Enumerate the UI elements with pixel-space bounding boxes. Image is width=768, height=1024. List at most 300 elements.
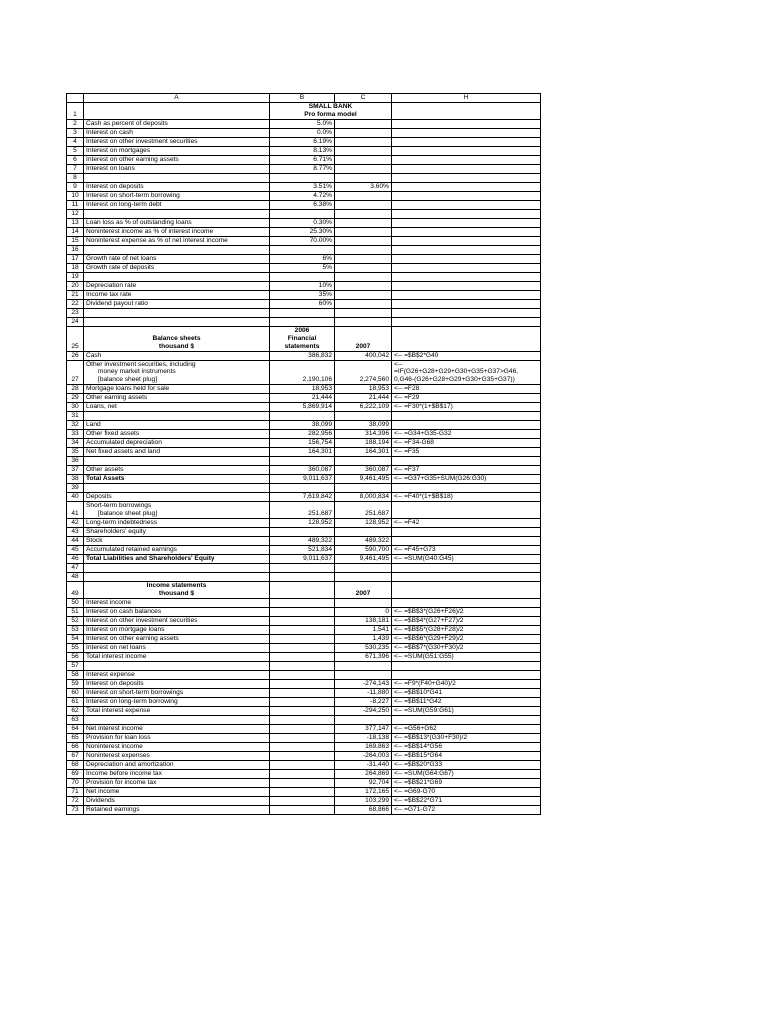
cell-label[interactable]: Mortgage loans held for sale — [84, 385, 270, 394]
cell-formula[interactable]: <-- =G69-G70 — [392, 787, 541, 796]
cell-formula[interactable]: <-- =F30*(1+$B$17) — [392, 403, 541, 412]
cell-label[interactable]: Interest on loans — [84, 164, 270, 173]
cell-2007-value[interactable]: -294,250 — [335, 706, 392, 715]
row-number[interactable]: 70 — [67, 778, 84, 787]
cell-2006-value[interactable]: 25.30% — [270, 227, 335, 236]
cell-2006-value[interactable] — [270, 778, 335, 787]
cell-2006-value[interactable]: 5% — [270, 263, 335, 272]
cell-2006-value[interactable]: 2,190,106 — [270, 360, 335, 385]
cell-formula[interactable] — [392, 182, 541, 191]
row-number[interactable]: 54 — [67, 634, 84, 643]
cell-2007-value[interactable]: 671,396 — [335, 652, 392, 661]
cell-label[interactable]: Total Assets — [84, 475, 270, 484]
cell-2007-value[interactable]: 2,274,560 — [335, 360, 392, 385]
column-header-b[interactable]: B — [270, 94, 335, 103]
cell-2007-value[interactable]: 103,299 — [335, 796, 392, 805]
cell-formula[interactable] — [392, 173, 541, 182]
cell-2006-value[interactable] — [270, 625, 335, 634]
cell-label[interactable]: Noninterest income as % of interest income — [84, 227, 270, 236]
cell-formula[interactable]: <-- =F45+G73 — [392, 546, 541, 555]
cell-formula[interactable]: <-- =G37+G35+SUM(G26:G30) — [392, 475, 541, 484]
cell-2007-value[interactable]: 169,863 — [335, 742, 392, 751]
cell-2006-value[interactable] — [270, 769, 335, 778]
cell-label[interactable]: Interest on mortgages — [84, 146, 270, 155]
cell-label[interactable]: Growth rate of net loans — [84, 254, 270, 263]
cell-formula[interactable]: <-- =F42 — [392, 519, 541, 528]
cell-label[interactable]: Total interest expense — [84, 706, 270, 715]
cell-2006-value[interactable] — [270, 733, 335, 742]
cell-2006-value[interactable]: 128,952 — [270, 519, 335, 528]
cell-formula[interactable] — [392, 245, 541, 254]
cell-2006-value[interactable] — [270, 582, 335, 599]
cell-formula[interactable]: <-- =$B$6*(G29+F29)/2 — [392, 634, 541, 643]
row-number[interactable]: 65 — [67, 733, 84, 742]
cell-2007-value[interactable] — [335, 484, 392, 493]
cell-2006-value[interactable]: 8.13% — [270, 146, 335, 155]
cell-formula[interactable] — [392, 412, 541, 421]
row-number[interactable]: 30 — [67, 403, 84, 412]
row-number[interactable]: 31 — [67, 412, 84, 421]
cell-2006-value[interactable] — [270, 652, 335, 661]
cell-2007-value[interactable] — [335, 263, 392, 272]
column-header-h[interactable]: H — [392, 94, 541, 103]
cell-label[interactable] — [84, 360, 270, 385]
cell-formula[interactable] — [392, 670, 541, 679]
row-number[interactable]: 63 — [67, 715, 84, 724]
cell-formula[interactable] — [392, 137, 541, 146]
row-number[interactable]: 27 — [67, 360, 84, 385]
corner-cell[interactable] — [67, 94, 84, 103]
cell-label[interactable]: Land — [84, 421, 270, 430]
cell-formula[interactable] — [392, 457, 541, 466]
cell-formula[interactable] — [392, 661, 541, 670]
cell-formula[interactable] — [392, 146, 541, 155]
cell-formula[interactable]: <-- =$B$22*G71 — [392, 796, 541, 805]
cell-formula[interactable] — [392, 502, 541, 519]
cell-label[interactable]: Cash as percent of deposits — [84, 119, 270, 128]
cell-label[interactable]: Income tax rate — [84, 290, 270, 299]
cell-2007-value[interactable] — [335, 164, 392, 173]
cell-label[interactable] — [84, 326, 270, 351]
cell-label[interactable] — [84, 245, 270, 254]
cell-2006-value[interactable]: 18,953 — [270, 385, 335, 394]
cell-2007-value[interactable] — [335, 564, 392, 573]
cell-formula[interactable] — [392, 263, 541, 272]
cell-2007-value[interactable]: 6,222,109 — [335, 403, 392, 412]
cell-label[interactable] — [84, 564, 270, 573]
cell-label[interactable]: Provision for loan loss — [84, 733, 270, 742]
row-number[interactable]: 57 — [67, 661, 84, 670]
cell-formula[interactable]: <-- =$B$2*G40 — [392, 351, 541, 360]
row-number[interactable]: 1 — [67, 103, 84, 120]
cell-formula[interactable]: <-- =G34+G35-G32 — [392, 430, 541, 439]
cell-formula[interactable]: <-- =$B$10*G41 — [392, 688, 541, 697]
cell-2006-value[interactable] — [270, 670, 335, 679]
cell-label[interactable]: Interest on other investment securities — [84, 137, 270, 146]
cell-2007-value[interactable] — [335, 715, 392, 724]
cell-2007-value[interactable]: 1,541 — [335, 625, 392, 634]
cell-2006-value[interactable] — [270, 760, 335, 769]
cell-formula[interactable] — [392, 128, 541, 137]
cell-2006-value[interactable] — [270, 697, 335, 706]
row-number[interactable]: 9 — [67, 182, 84, 191]
cell-label[interactable]: Depreciation rate — [84, 281, 270, 290]
cell-formula[interactable]: <-- =$B$20*G33 — [392, 760, 541, 769]
row-number[interactable]: 46 — [67, 555, 84, 564]
cell-2007-value[interactable]: 92,704 — [335, 778, 392, 787]
cell-formula[interactable] — [392, 715, 541, 724]
cell-2007-value[interactable] — [335, 155, 392, 164]
cell-2006-value[interactable]: 38,099 — [270, 421, 335, 430]
cell-label[interactable]: Loans, net — [84, 403, 270, 412]
cell-label[interactable]: Total Liabilities and Shareholders' Equity — [84, 555, 270, 564]
cell-label[interactable]: Stock — [84, 537, 270, 546]
row-number[interactable]: 43 — [67, 528, 84, 537]
cell-2007-value[interactable]: 377,147 — [335, 724, 392, 733]
model-title-cell[interactable] — [270, 103, 392, 120]
cell-formula[interactable]: <-- =$B$5*(G28+F28)/2 — [392, 625, 541, 634]
cell-2006-value[interactable]: 9,011,637 — [270, 555, 335, 564]
cell-2007-value[interactable]: 1,439 — [335, 634, 392, 643]
cell-2007-value[interactable]: -274,143 — [335, 679, 392, 688]
cell-formula[interactable]: <-- =F9*(F40+G40)/2 — [392, 679, 541, 688]
cell-2006-value[interactable]: 156,754 — [270, 439, 335, 448]
cell-formula[interactable] — [392, 227, 541, 236]
cell-2007-value[interactable] — [335, 457, 392, 466]
cell-2007-value[interactable] — [335, 317, 392, 326]
cell-2006-value[interactable] — [270, 272, 335, 281]
row-number[interactable]: 51 — [67, 607, 84, 616]
cell-2007-value[interactable] — [335, 573, 392, 582]
cell-formula[interactable]: <-- =$B$11*G42 — [392, 697, 541, 706]
cell-2007-value[interactable]: 590,700 — [335, 546, 392, 555]
cell-formula[interactable] — [392, 360, 541, 385]
cell-2007-value[interactable]: 400,042 — [335, 351, 392, 360]
cell-label[interactable]: Noninterest expenses — [84, 751, 270, 760]
cell-label[interactable]: Dividends — [84, 796, 270, 805]
cell-label[interactable] — [84, 502, 270, 519]
cell-2007-value[interactable]: 9,461,495 — [335, 555, 392, 564]
cell-formula[interactable]: <-- =F37 — [392, 466, 541, 475]
cell-formula[interactable] — [392, 528, 541, 537]
cell-formula[interactable] — [392, 236, 541, 245]
cell-2006-value[interactable] — [270, 245, 335, 254]
cell-h1[interactable] — [392, 103, 541, 120]
cell-2006-value[interactable]: 6.19% — [270, 137, 335, 146]
row-number[interactable]: 22 — [67, 299, 84, 308]
cell-2006-value[interactable]: 3.51% — [270, 182, 335, 191]
cell-2007-value[interactable] — [335, 146, 392, 155]
cell-2007-value[interactable]: 188,194 — [335, 439, 392, 448]
cell-2006-value[interactable]: 9,011,637 — [270, 475, 335, 484]
cell-2007-value[interactable] — [335, 528, 392, 537]
cell-label[interactable]: Total interest income — [84, 652, 270, 661]
cell-2007-value[interactable]: 138,181 — [335, 616, 392, 625]
cell-2007-value[interactable] — [335, 119, 392, 128]
cell-label[interactable]: Noninterest expense as % of net interest income — [84, 236, 270, 245]
column-header-c[interactable]: C — [335, 94, 392, 103]
row-number[interactable]: 25 — [67, 326, 84, 351]
row-number[interactable]: 68 — [67, 760, 84, 769]
cell-2006-value[interactable]: 0.30% — [270, 218, 335, 227]
cell-2006-value[interactable] — [270, 679, 335, 688]
cell-label[interactable]: Other assets — [84, 466, 270, 475]
cell-label[interactable]: Net interest income — [84, 724, 270, 733]
cell-label[interactable]: Noninterest income — [84, 742, 270, 751]
cell-formula[interactable]: <-- =$B$4*(G27+F27)/2 — [392, 616, 541, 625]
row-number[interactable]: 16 — [67, 245, 84, 254]
cell-formula[interactable]: <-- =$B$3*(G26+F26)/2 — [392, 607, 541, 616]
cell-label[interactable] — [84, 209, 270, 218]
cell-formula[interactable]: <-- =SUM(G40:G45) — [392, 555, 541, 564]
cell-2007-value[interactable] — [335, 290, 392, 299]
row-number[interactable]: 35 — [67, 448, 84, 457]
cell-2007-value[interactable] — [335, 670, 392, 679]
row-number[interactable]: 19 — [67, 272, 84, 281]
cell-label[interactable]: Cash — [84, 351, 270, 360]
cell-2007-value[interactable] — [335, 661, 392, 670]
row-number[interactable]: 48 — [67, 573, 84, 582]
cell-formula[interactable]: <-- =$B$15*G64 — [392, 751, 541, 760]
cell-2006-value[interactable] — [270, 715, 335, 724]
cell-formula[interactable] — [392, 582, 541, 599]
cell-label[interactable]: Interest on long-term debt — [84, 200, 270, 209]
cell-label[interactable]: Other earning assets — [84, 394, 270, 403]
cell-2006-value[interactable] — [270, 412, 335, 421]
cell-label[interactable]: Interest on cash balances — [84, 607, 270, 616]
cell-2006-value[interactable]: 4.72% — [270, 191, 335, 200]
cell-label[interactable]: Interest on mortgage loans — [84, 625, 270, 634]
cell-2007-value[interactable]: 2007 — [335, 326, 392, 351]
cell-formula[interactable]: <-- =$B$13*(G30+F30)/2 — [392, 733, 541, 742]
row-number[interactable]: 11 — [67, 200, 84, 209]
cell-2006-value[interactable] — [270, 661, 335, 670]
cell-formula[interactable] — [392, 254, 541, 263]
cell-label[interactable]: Interest on short-term borrowing — [84, 191, 270, 200]
row-number[interactable]: 59 — [67, 679, 84, 688]
cell-formula[interactable] — [392, 421, 541, 430]
cell-2006-value[interactable] — [270, 209, 335, 218]
cell-label[interactable]: Deposits — [84, 493, 270, 502]
row-number[interactable]: 23 — [67, 308, 84, 317]
row-number[interactable]: 7 — [67, 164, 84, 173]
cell-label[interactable]: Interest on short-term borrowings — [84, 688, 270, 697]
row-number[interactable]: 29 — [67, 394, 84, 403]
cell-label[interactable] — [84, 457, 270, 466]
cell-2007-value[interactable] — [335, 254, 392, 263]
cell-formula[interactable] — [392, 218, 541, 227]
cell-2006-value[interactable] — [270, 724, 335, 733]
cell-2007-value[interactable]: 0 — [335, 607, 392, 616]
cell-2007-value[interactable]: 21,444 — [335, 394, 392, 403]
cell-2006-value[interactable] — [270, 598, 335, 607]
cell-formula[interactable] — [392, 209, 541, 218]
row-number[interactable]: 40 — [67, 493, 84, 502]
row-number[interactable]: 3 — [67, 128, 84, 137]
cell-label[interactable] — [84, 412, 270, 421]
cell-formula[interactable] — [392, 598, 541, 607]
row-number[interactable]: 49 — [67, 582, 84, 599]
row-number[interactable]: 52 — [67, 616, 84, 625]
cell-formula[interactable]: <-- =SUM(G59:G61) — [392, 706, 541, 715]
cell-2006-value[interactable]: 5,869,914 — [270, 403, 335, 412]
cell-label[interactable] — [84, 715, 270, 724]
cell-2007-value[interactable] — [335, 173, 392, 182]
row-number[interactable]: 69 — [67, 769, 84, 778]
cell-2007-value[interactable]: -11,880 — [335, 688, 392, 697]
cell-2006-value[interactable]: 10% — [270, 281, 335, 290]
row-number[interactable]: 53 — [67, 625, 84, 634]
cell-label[interactable]: Interest on deposits — [84, 182, 270, 191]
row-number[interactable]: 64 — [67, 724, 84, 733]
row-number[interactable]: 33 — [67, 430, 84, 439]
cell-2006-value[interactable]: 8.77% — [270, 164, 335, 173]
cell-2006-value[interactable] — [270, 706, 335, 715]
cell-2007-value[interactable]: 172,165 — [335, 787, 392, 796]
cell-label[interactable]: Long-term indebtedness — [84, 519, 270, 528]
cell-formula[interactable] — [392, 191, 541, 200]
row-number[interactable]: 62 — [67, 706, 84, 715]
cell-label[interactable] — [84, 661, 270, 670]
cell-2006-value[interactable] — [270, 326, 335, 351]
cell-2006-value[interactable] — [270, 173, 335, 182]
cell-2006-value[interactable]: 7,619,842 — [270, 493, 335, 502]
cell-2007-value[interactable]: 38,099 — [335, 421, 392, 430]
row-number[interactable]: 28 — [67, 385, 84, 394]
row-number[interactable]: 15 — [67, 236, 84, 245]
cell-formula[interactable]: <-- =F28 — [392, 385, 541, 394]
row-number[interactable]: 42 — [67, 519, 84, 528]
cell-formula[interactable] — [392, 326, 541, 351]
row-number[interactable]: 37 — [67, 466, 84, 475]
cell-2006-value[interactable] — [270, 564, 335, 573]
cell-2007-value[interactable] — [335, 200, 392, 209]
cell-2006-value[interactable] — [270, 308, 335, 317]
cell-2007-value[interactable]: 530,235 — [335, 643, 392, 652]
cell-formula[interactable] — [392, 272, 541, 281]
cell-2007-value[interactable]: 68,866 — [335, 805, 392, 814]
cell-2007-value[interactable] — [335, 272, 392, 281]
cell-label[interactable]: Interest on other earning assets — [84, 634, 270, 643]
cell-formula[interactable] — [392, 119, 541, 128]
cell-2006-value[interactable]: 251,687 — [270, 502, 335, 519]
cell-2006-value[interactable] — [270, 643, 335, 652]
cell-a1[interactable] — [84, 103, 270, 120]
row-number[interactable]: 67 — [67, 751, 84, 760]
row-number[interactable]: 60 — [67, 688, 84, 697]
cell-2006-value[interactable] — [270, 742, 335, 751]
cell-formula[interactable] — [392, 200, 541, 209]
cell-2007-value[interactable] — [335, 137, 392, 146]
row-number[interactable]: 44 — [67, 537, 84, 546]
cell-2007-value[interactable] — [335, 209, 392, 218]
cell-label[interactable] — [84, 582, 270, 599]
cell-2007-value[interactable]: 9,461,495 — [335, 475, 392, 484]
cell-2006-value[interactable] — [270, 573, 335, 582]
row-number[interactable]: 2 — [67, 119, 84, 128]
cell-2007-value[interactable]: 18,953 — [335, 385, 392, 394]
row-number[interactable]: 71 — [67, 787, 84, 796]
cell-label[interactable]: Loan loss as % of outstanding loans — [84, 218, 270, 227]
cell-label[interactable]: Growth rate of deposits — [84, 263, 270, 272]
cell-2007-value[interactable]: -18,138 — [335, 733, 392, 742]
cell-formula[interactable] — [392, 299, 541, 308]
cell-2006-value[interactable]: 0.0% — [270, 128, 335, 137]
cell-2006-value[interactable]: 60% — [270, 299, 335, 308]
row-number[interactable]: 12 — [67, 209, 84, 218]
cell-2006-value[interactable] — [270, 796, 335, 805]
cell-2006-value[interactable] — [270, 805, 335, 814]
cell-2007-value[interactable]: 8,000,834 — [335, 493, 392, 502]
cell-label[interactable]: Interest on other investment securities — [84, 616, 270, 625]
cell-2006-value[interactable]: 35% — [270, 290, 335, 299]
cell-2007-value[interactable]: 3.60% — [335, 182, 392, 191]
cell-2007-value[interactable] — [335, 128, 392, 137]
cell-2006-value[interactable] — [270, 616, 335, 625]
row-number[interactable]: 47 — [67, 564, 84, 573]
cell-2007-value[interactable] — [335, 281, 392, 290]
cell-2007-value[interactable] — [335, 227, 392, 236]
cell-label[interactable] — [84, 173, 270, 182]
row-number[interactable]: 61 — [67, 697, 84, 706]
cell-label[interactable]: Interest on cash — [84, 128, 270, 137]
cell-label[interactable] — [84, 573, 270, 582]
cell-formula[interactable] — [392, 484, 541, 493]
cell-2007-value[interactable] — [335, 236, 392, 245]
cell-2007-value[interactable]: -8,227 — [335, 697, 392, 706]
cell-label[interactable]: Interest expense — [84, 670, 270, 679]
cell-label[interactable] — [84, 484, 270, 493]
row-number[interactable]: 73 — [67, 805, 84, 814]
cell-formula[interactable] — [392, 573, 541, 582]
cell-label[interactable] — [84, 308, 270, 317]
cell-2006-value[interactable] — [270, 484, 335, 493]
cell-label[interactable]: Interest on long-term borrowing — [84, 697, 270, 706]
cell-2007-value[interactable]: 489,322 — [335, 537, 392, 546]
row-number[interactable]: 24 — [67, 317, 84, 326]
cell-formula[interactable]: <-- =$B$7*(G30+F30)/2 — [392, 643, 541, 652]
row-number[interactable]: 8 — [67, 173, 84, 182]
cell-2007-value[interactable]: 360,087 — [335, 466, 392, 475]
cell-formula[interactable] — [392, 317, 541, 326]
cell-formula[interactable] — [392, 281, 541, 290]
cell-2007-value[interactable]: 164,301 — [335, 448, 392, 457]
row-number[interactable]: 58 — [67, 670, 84, 679]
cell-label[interactable]: Dividend payout ratio — [84, 299, 270, 308]
cell-2007-value[interactable] — [335, 598, 392, 607]
cell-2007-value[interactable]: -31,440 — [335, 760, 392, 769]
cell-2006-value[interactable] — [270, 787, 335, 796]
row-number[interactable]: 66 — [67, 742, 84, 751]
row-number[interactable]: 41 — [67, 502, 84, 519]
cell-2006-value[interactable]: 282,956 — [270, 430, 335, 439]
row-number[interactable]: 18 — [67, 263, 84, 272]
cell-2007-value[interactable]: -264,003 — [335, 751, 392, 760]
cell-formula[interactable] — [392, 308, 541, 317]
cell-formula[interactable]: <-- =F34-G68 — [392, 439, 541, 448]
cell-formula[interactable] — [392, 155, 541, 164]
cell-2006-value[interactable] — [270, 688, 335, 697]
cell-label[interactable]: Other fixed assets — [84, 430, 270, 439]
cell-formula[interactable]: <-- =SUM(G51:G55) — [392, 652, 541, 661]
cell-2007-value[interactable] — [335, 218, 392, 227]
cell-label[interactable]: Accumulated depreciation — [84, 439, 270, 448]
cell-formula[interactable]: <-- =G56+G62 — [392, 724, 541, 733]
row-number[interactable]: 34 — [67, 439, 84, 448]
row-number[interactable]: 38 — [67, 475, 84, 484]
row-number[interactable]: 39 — [67, 484, 84, 493]
cell-2006-value[interactable]: 70.00% — [270, 236, 335, 245]
